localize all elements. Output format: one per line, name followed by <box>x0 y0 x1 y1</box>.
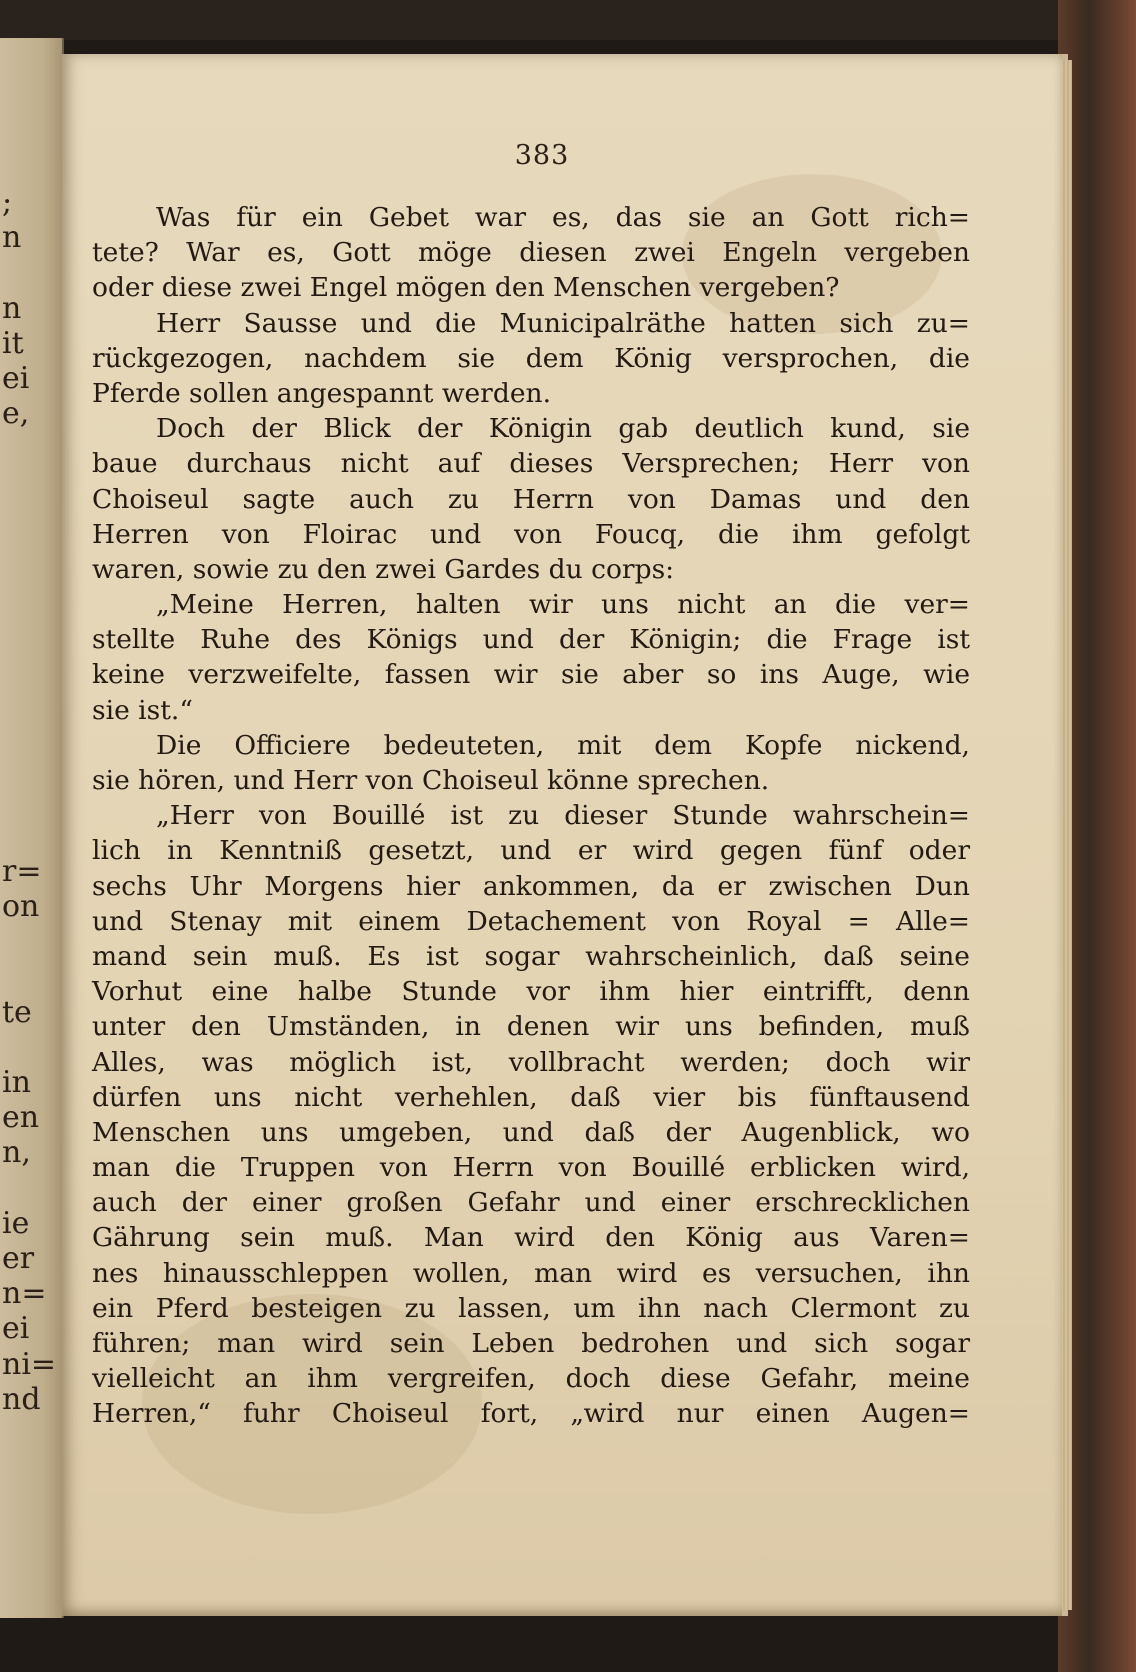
text-line: man die Truppen von Herrn von Bouillé erblicken wird, <box>92 1152 970 1184</box>
text-line: führen; man wird sein Leben bedrohen und sich sogar <box>92 1328 970 1359</box>
text-line: „Herr von Bouillé ist zu dieser Stunde wahrschein= <box>156 800 970 832</box>
text-line: lich in Kenntniß gesetzt, und er wird gegen fünf oder <box>92 835 970 867</box>
text-line: Herren,“ fuhr Choiseul fort, „wird nur einen Augen= <box>92 1398 970 1430</box>
text-line: „Meine Herren, halten wir uns nicht an die ver= <box>156 589 970 621</box>
text-line: auch der einer großen Gefahr und einer erschrecklichen <box>92 1187 970 1219</box>
text-line: waren, sowie zu den zwei Gardes du corps: <box>92 553 675 585</box>
text-line: baue durchaus nicht auf dieses Versprechen; Herr von <box>92 448 970 480</box>
left-page-text-fragment: r= <box>2 853 42 889</box>
left-page-text-fragment: er <box>2 1241 35 1276</box>
text-line: unter den Umständen, in denen wir uns befinden, muß <box>92 1011 970 1043</box>
left-page-text-fragment: ei <box>2 361 30 396</box>
text-line: Alles, was möglich ist, vollbracht werden; doch wir <box>92 1046 970 1078</box>
text-line: dürfen uns nicht verhehlen, daß vier bis fünftausend <box>92 1081 970 1113</box>
book-page <box>62 54 1068 1616</box>
left-page-text-fragment: n <box>2 220 22 256</box>
text-line: Doch der Blick der Königin gab deutlich kund, sie <box>156 413 970 445</box>
left-page-edge <box>0 38 64 1618</box>
page-number: 383 <box>514 140 570 171</box>
left-page-text-fragment: ei <box>2 1311 30 1347</box>
book-cover-top <box>0 0 1136 40</box>
text-line: Vorhut eine halbe Stunde vor ihm hier eintrifft, denn <box>92 976 970 1008</box>
text-line: vielleicht an ihm vergreifen, doch diese Gefahr, meine <box>92 1363 970 1395</box>
text-line: stellte Ruhe des Königs und der Königin; die Frage ist <box>92 624 970 656</box>
text-line: Pferde sollen angespannt werden. <box>92 377 551 409</box>
left-page-text-fragment: n <box>2 290 22 326</box>
text-line: tete? War es, Gott möge diesen zwei Engeln vergeben <box>92 237 970 269</box>
text-line: sie ist.“ <box>92 694 193 726</box>
text-line: sechs Uhr Morgens hier ankommen, da er zwischen Dun <box>92 870 970 902</box>
text-line: rückgezogen, nachdem sie dem König versprochen, die <box>92 342 970 374</box>
text-line: nes hinausschleppen wollen, man wird es versuchen, ihn <box>92 1257 970 1289</box>
page-edges <box>1062 60 1072 1610</box>
text-line: Die Officiere bedeuteten, mit dem Kopfe nickend, <box>156 729 970 761</box>
text-line: Was für ein Gebet war es, das sie an Gott rich= <box>156 202 970 233</box>
text-line: und Stenay mit einem Detachement von Royal = Alle= <box>92 905 970 937</box>
text-line: Gährung sein muß. Man wird den König aus Varen= <box>92 1222 970 1254</box>
text-line: sie hören, und Herr von Choiseul könne sprechen. <box>92 765 770 796</box>
text-line: keine verzweifelte, fassen wir sie aber so ins Auge, wie <box>92 659 970 691</box>
left-page-text-fragment: nd <box>2 1381 41 1417</box>
text-line: mand sein muß. Es ist sogar wahrscheinlich, daß seine <box>92 940 970 972</box>
text-line: Choiseul sagte auch zu Herrn von Damas und den <box>92 483 970 515</box>
text-line: ein Pferd besteigen zu lassen, um ihn nach Clermont zu <box>92 1292 970 1324</box>
text-line: Herr Sausse und die Municipalräthe hatten sich zu= <box>156 307 970 339</box>
left-page-text-fragment: te <box>2 994 32 1030</box>
left-page-text-fragment: n, <box>2 1135 31 1171</box>
left-page-text-fragment: n= <box>2 1276 47 1312</box>
left-page-text-fragment: en <box>2 1100 40 1136</box>
left-page-text-fragment: ie <box>2 1205 30 1241</box>
left-page-text-fragment: ni= <box>2 1346 57 1382</box>
left-page-text-fragment: in <box>2 1065 31 1100</box>
left-page-text-fragment: ; <box>2 185 13 220</box>
text-line: Herren von Floirac und von Foucq, die ihm gefolgt <box>92 518 970 550</box>
page-text-block <box>92 200 970 1432</box>
left-page-text-fragment: e, <box>2 396 30 432</box>
text-line: oder diese zwei Engel mögen den Menschen vergeben? <box>92 272 840 304</box>
text-line: Menschen uns umgeben, und daß der Augenblick, wo <box>92 1116 970 1148</box>
left-page-text-fragment: it <box>2 325 24 361</box>
left-page-text-fragment: on <box>2 889 40 924</box>
